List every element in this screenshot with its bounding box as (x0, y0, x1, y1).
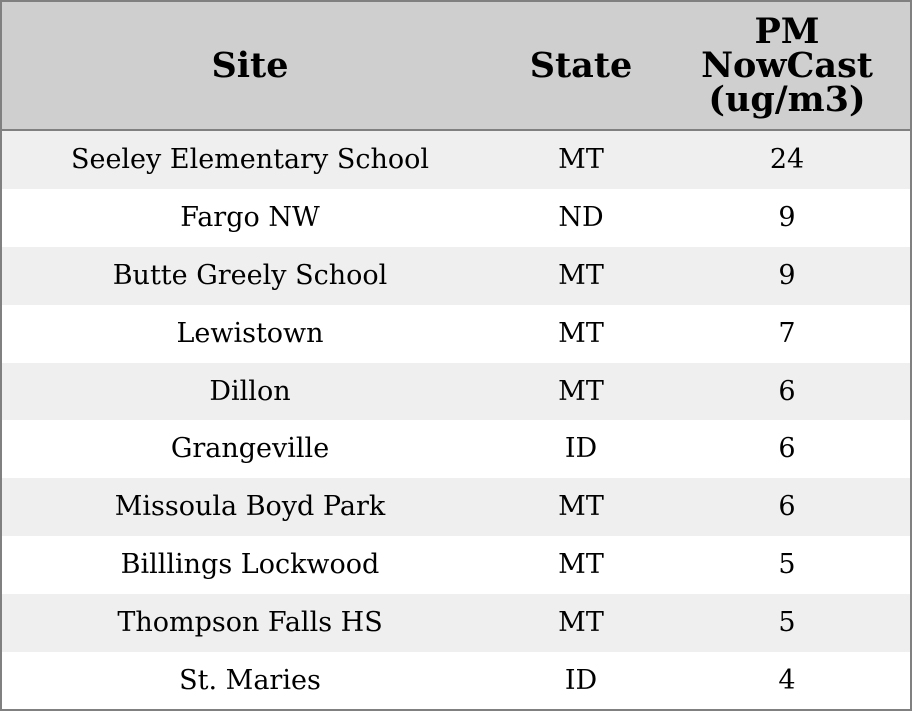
pm-cell: 6 (778, 491, 796, 523)
pm-cell: 5 (778, 607, 796, 639)
state-cell: MT (558, 375, 604, 407)
table-row (2, 189, 910, 247)
state-cell: MT (558, 143, 604, 175)
pm-cell: 9 (778, 201, 796, 233)
table-row (2, 652, 910, 710)
state-cell: ND (558, 201, 604, 233)
table-row (2, 363, 910, 421)
pm-cell: 7 (778, 317, 796, 349)
header-site: Site (211, 44, 289, 86)
table-row (2, 536, 910, 594)
site-cell: Dillon (209, 375, 291, 407)
table-row (2, 594, 910, 652)
site-cell: St. Maries (179, 664, 321, 696)
state-cell: MT (558, 259, 604, 291)
header-pm-nowcast: PM NowCast (ug/m3) (701, 10, 873, 120)
pm-cell: 24 (769, 143, 805, 175)
state-cell: MT (558, 607, 604, 639)
state-cell: MT (558, 549, 604, 581)
state-cell: ID (564, 433, 598, 465)
pm-cell: 9 (778, 259, 796, 291)
table-row (2, 131, 910, 189)
state-cell: MT (558, 317, 604, 349)
site-cell: Billlings Lockwood (120, 549, 380, 581)
pm-cell: 6 (778, 433, 796, 465)
table-row (2, 478, 910, 536)
table-row (2, 247, 910, 305)
site-cell: Butte Greely School (112, 259, 388, 291)
state-cell: ID (564, 664, 598, 696)
pm-cell: 4 (778, 664, 796, 696)
table-row (2, 305, 910, 363)
pm-cell: 5 (778, 549, 796, 581)
site-cell: Lewistown (176, 317, 324, 349)
site-cell: Seeley Elementary School (70, 143, 430, 175)
table-row (2, 420, 910, 478)
site-cell: Grangeville (170, 433, 330, 465)
table-header (2, 2, 910, 131)
header-state: State (529, 44, 633, 86)
site-cell: Missoula Boyd Park (114, 491, 386, 523)
site-cell: Thompson Falls HS (117, 607, 383, 639)
state-cell: MT (558, 491, 604, 523)
site-cell: Fargo NW (180, 201, 320, 233)
pm-cell: 6 (778, 375, 796, 407)
